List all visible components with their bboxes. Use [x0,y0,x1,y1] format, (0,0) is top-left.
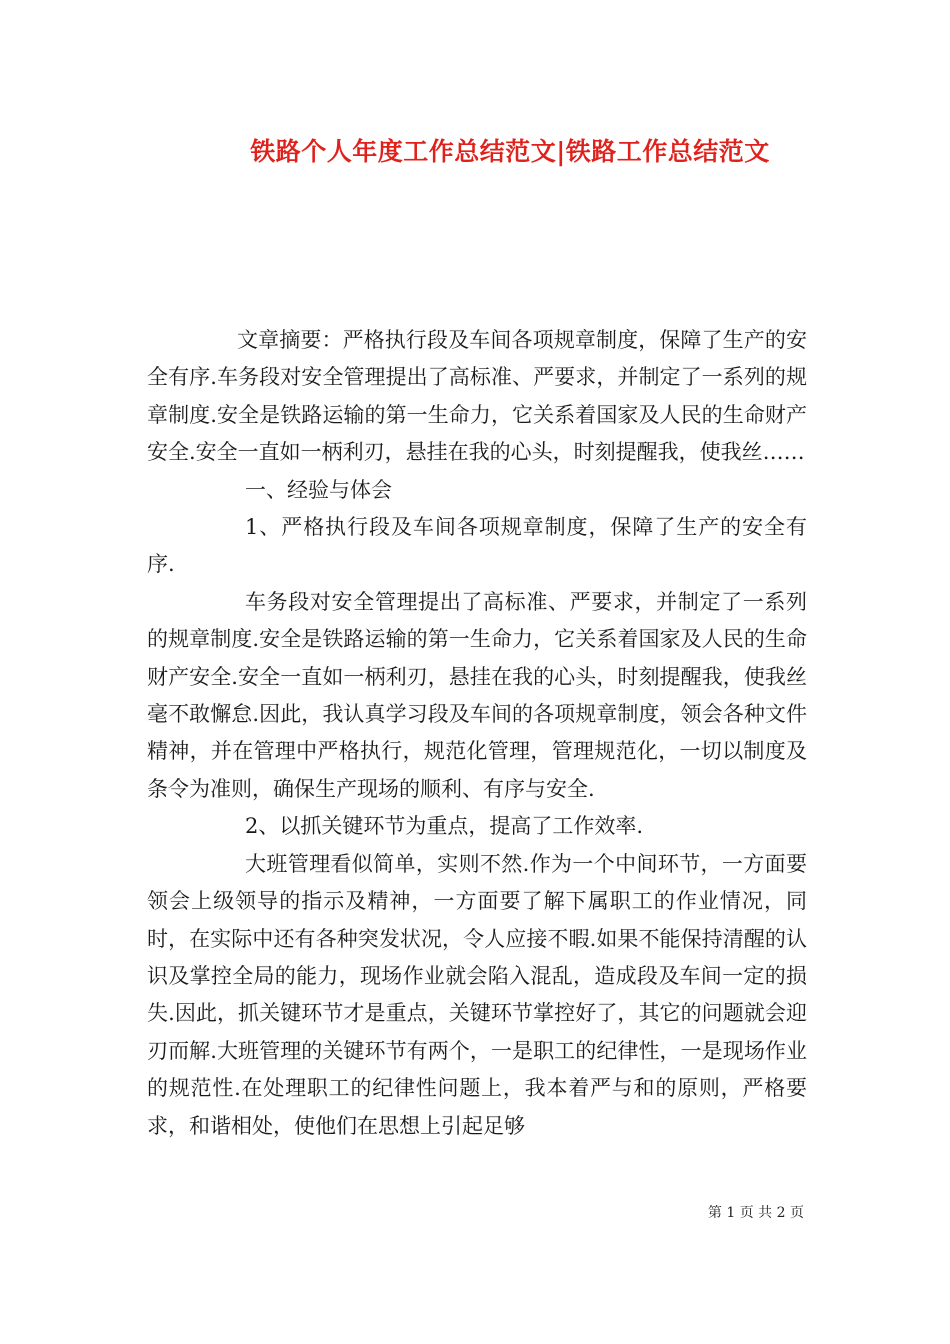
body-paragraph: 车务段对安全管理提出了高标准、严要求，并制定了一系列的规章制度.安全是铁路运输的第一生命力，它关系着国家及人民的生命财产安全.安全一直如一柄利刃，悬挂在我的心头，时刻提醒我，使我丝毫不敢懈怠.因此，我认真学习段及车间的各项规章制度，领会各种文件精神，并在管理中严格执行，规范化管理，管理规范化，一切以制度及条令为准则，确保生产现场的顺利、有序与安全. [147,589,807,801]
document-title: 铁路个人年度工作总结范文|铁路工作总结范文 [250,137,770,166]
body-paragraph: 大班管理看似简单，实则不然.作为一个中间环节，一方面要领会上级领导的指示及精神，一方面要了解下属职工的作业情况，同时，在实际中还有各种突发状况，令人应接不暇.如果不能保持清醒的认识及掌控全局的能力，现场作业就会陷入混乱，造成段及车间一定的损失.因此，抓关键环节才是重点，关键环节掌控好了，其它的问题就会迎刃而解.大班管理的关键环节有两个，一是职工的纪律性，一是现场作业的规范性.在处理职工的纪律性问题上，我本着严与和的原则，严格要求，和谐相处，使他们在思想上引起足够 [147,851,807,1138]
page-number-footer: 第 1 页 共 2 页 [707,1205,804,1221]
abstract-paragraph: 文章摘要：严格执行段及车间各项规章制度，保障了生产的安全有序.车务段对安全管理提出了高标准、严要求，并制定了一系列的规章制度.安全是铁路运输的第一生命力，它关系着国家及人民的生命财产安全.安全一直如一柄利刃，悬挂在我的心头，时刻提醒我，使我丝…… [147,328,807,465]
document-body [147,322,807,1145]
section-heading: 一、经验与体会 [245,477,392,502]
subsection-heading: 1、严格执行段及车间各项规章制度，保障了生产的安全有序. [147,515,807,577]
subsection-heading: 2、以抓关键环节为重点，提高了工作效率. [245,814,644,839]
